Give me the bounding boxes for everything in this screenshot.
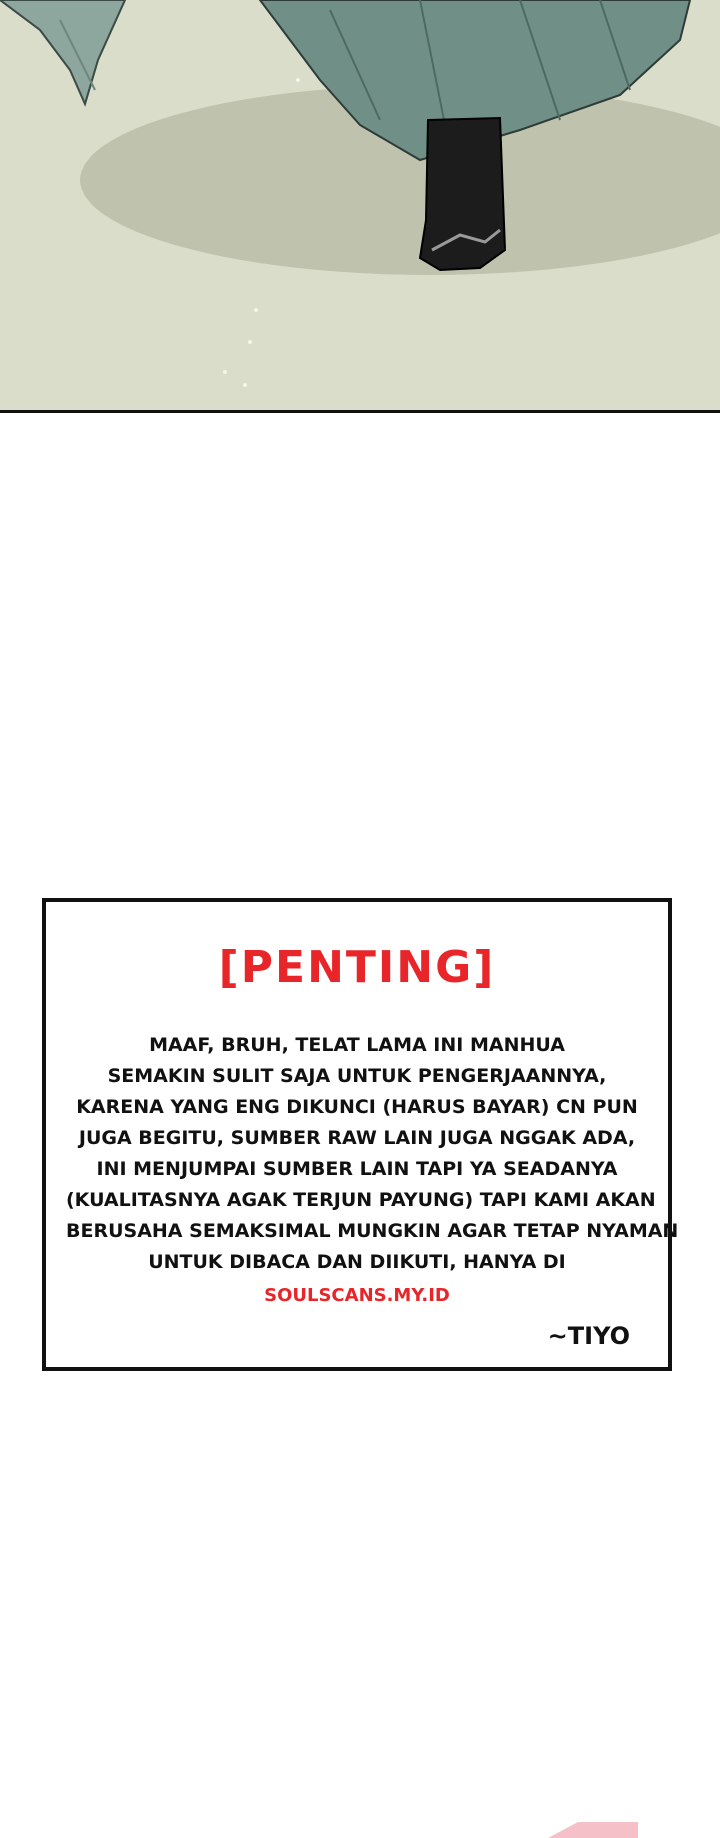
comic-artwork [0, 0, 720, 410]
notice-line: SEMAKIN SULIT SAJA UNTUK PENGERJAANNYA, [107, 1065, 607, 1087]
notice-body [66, 1030, 679, 1311]
notice-line: JUGA BEGITU, SUMBER RAW LAIN JUGA NGGAK ADA, [78, 1127, 636, 1149]
signature: ~TIYO [547, 1322, 630, 1350]
notice-line: MAAF, BRUH, TELAT LAMA INI MANHUA [149, 1034, 565, 1056]
notice-line: KARENA YANG ENG DIKUNCI (HARUS BAYAR) CN PUN [76, 1096, 638, 1118]
notice-line: UNTUK DIBACA DAN DIIKUTI, HANYA DI [148, 1251, 566, 1273]
comic-panel-top [0, 0, 720, 413]
notice-line: (KUALITASNYA AGAK TERJUN PAYUNG) TAPI KAMI AKAN [66, 1189, 656, 1211]
notice-box [42, 898, 679, 1371]
notice-line: INI MENJUMPAI SUMBER LAIN TAPI YA SEADANYA [96, 1158, 618, 1180]
notice-title: [PENTING] [218, 942, 496, 993]
pink-corner-shape [548, 1822, 638, 1838]
site-link[interactable]: SOULSCANS.MY.ID [264, 1285, 450, 1306]
notice-line: BERUSAHA SEMAKSIMAL MUNGKIN AGAR TETAP NYAMAN [66, 1220, 679, 1242]
